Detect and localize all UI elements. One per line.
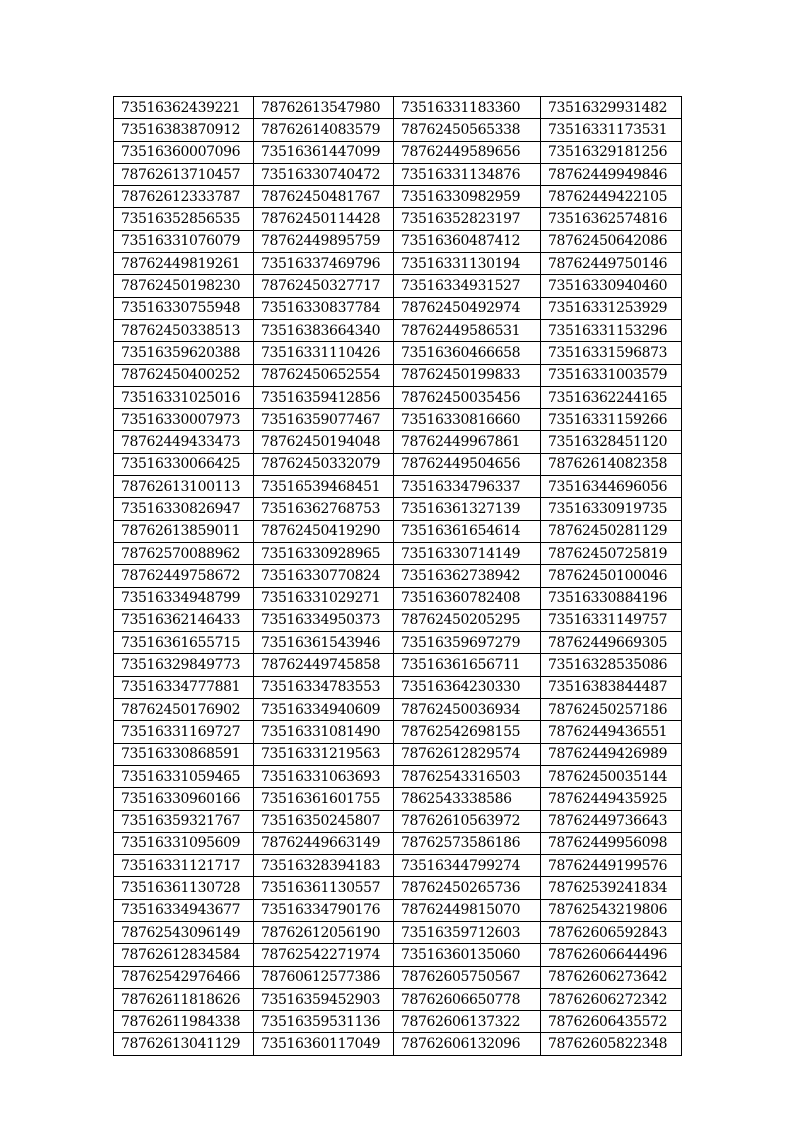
table-cell: 78762449199576 (541, 855, 682, 877)
table-cell: 73516330928965 (254, 542, 394, 564)
table-cell: 78762449967861 (394, 431, 541, 453)
table-cell: 73516359620388 (114, 342, 254, 364)
table-row (114, 632, 682, 654)
table-cell: 73516330837784 (254, 297, 394, 319)
table-cell: 78762449736643 (541, 810, 682, 832)
table-cell: 73516331025016 (114, 386, 254, 408)
table-cell: 73516383870912 (114, 119, 254, 141)
table-cell: 78762542271974 (254, 944, 394, 966)
table-cell: 78762450725819 (541, 542, 682, 564)
table-row (114, 364, 682, 386)
table-cell: 78762449669305 (541, 632, 682, 654)
table-cell: 78762449745858 (254, 654, 394, 676)
table-row (114, 520, 682, 542)
table-cell: 73516360782408 (394, 587, 541, 609)
table-row (114, 654, 682, 676)
table-row (114, 141, 682, 163)
table-cell: 78762606272342 (541, 988, 682, 1010)
table-cell: 73516362574816 (541, 208, 682, 230)
table-cell: 78762450114428 (254, 208, 394, 230)
table-cell: 78762612056190 (254, 921, 394, 943)
table-cell: 73516334777881 (114, 676, 254, 698)
table-row (114, 342, 682, 364)
table-cell: 73516352856535 (114, 208, 254, 230)
table-cell: 78762450327717 (254, 275, 394, 297)
table-cell: 73516331059465 (114, 765, 254, 787)
table-cell: 78762542698155 (394, 721, 541, 743)
table-cell: 73516334783553 (254, 676, 394, 698)
table-cell: 73516361655715 (114, 632, 254, 654)
table-row (114, 386, 682, 408)
table-cell: 78762449663149 (254, 832, 394, 854)
table-cell: 73516337469796 (254, 253, 394, 275)
table-cell: 73516334790176 (254, 899, 394, 921)
table-cell: 73516329181256 (541, 141, 682, 163)
table-cell: 78762613710457 (114, 163, 254, 185)
table-cell: 78762449589656 (394, 141, 541, 163)
table-cell: 73516359412856 (254, 386, 394, 408)
table-cell: 73516330714149 (394, 542, 541, 564)
table-cell: 73516331183360 (394, 97, 541, 119)
table-row (114, 877, 682, 899)
table-cell: 73516331130194 (394, 253, 541, 275)
table-cell: 78762450036934 (394, 699, 541, 721)
table-cell: 78762605750567 (394, 966, 541, 988)
table-cell: 73516330740472 (254, 163, 394, 185)
table-row (114, 921, 682, 943)
table-cell: 78762450035144 (541, 765, 682, 787)
table-cell: 73516362768753 (254, 498, 394, 520)
table-row (114, 97, 682, 119)
table-cell: 73516331121717 (114, 855, 254, 877)
table-cell: 73516362146433 (114, 609, 254, 631)
tracking-number-table (113, 96, 682, 1056)
table-row (114, 676, 682, 698)
table-cell: 73516364230330 (394, 676, 541, 698)
table-cell: 78762449819261 (114, 253, 254, 275)
table-row (114, 765, 682, 787)
table-cell: 73516331149757 (541, 609, 682, 631)
table-cell: 73516328535086 (541, 654, 682, 676)
table-cell: 73516330919735 (541, 498, 682, 520)
table-cell: 78762543096149 (114, 921, 254, 943)
table-cell: 78762612333787 (114, 186, 254, 208)
table-cell: 78762450652554 (254, 364, 394, 386)
table-cell: 78762449586531 (394, 319, 541, 341)
table-cell: 73516334940609 (254, 699, 394, 721)
table-cell: 73516331253929 (541, 297, 682, 319)
table-cell: 73516331219563 (254, 743, 394, 765)
table-cell: 73516330884196 (541, 587, 682, 609)
table-row (114, 810, 682, 832)
table-cell: 73516334796337 (394, 476, 541, 498)
table-row (114, 453, 682, 475)
table-row (114, 988, 682, 1010)
table-cell: 73516361601755 (254, 788, 394, 810)
table-cell: 78762450400252 (114, 364, 254, 386)
table-cell: 78762543219806 (541, 899, 682, 921)
table-cell: 73516344799274 (394, 855, 541, 877)
table-cell: 73516360135060 (394, 944, 541, 966)
table-row (114, 899, 682, 921)
table-cell: 73516361447099 (254, 141, 394, 163)
table-cell: 73516359697279 (394, 632, 541, 654)
table-cell: 78762614082358 (541, 453, 682, 475)
table-cell: 78762449758672 (114, 565, 254, 587)
table-cell: 73516359712603 (394, 921, 541, 943)
table-cell: 78762606132096 (394, 1033, 541, 1055)
table-row (114, 275, 682, 297)
table-cell: 73516360487412 (394, 230, 541, 252)
table-row (114, 409, 682, 431)
table-cell: 73516334948799 (114, 587, 254, 609)
table-cell: 73516330770824 (254, 565, 394, 587)
table-cell: 73516329931482 (541, 97, 682, 119)
table-cell: 78762610563972 (394, 810, 541, 832)
table-cell: 78762611984338 (114, 1011, 254, 1033)
table-cell: 73516361327139 (394, 498, 541, 520)
table-cell: 73516330755948 (114, 297, 254, 319)
table-cell: 78760612577386 (254, 966, 394, 988)
table-cell: 78762539241834 (541, 877, 682, 899)
table-cell: 73516331081490 (254, 721, 394, 743)
table-cell: 73516361654614 (394, 520, 541, 542)
table-cell: 73516359321767 (114, 810, 254, 832)
table-cell: 73516331153296 (541, 319, 682, 341)
table-cell: 73516361130557 (254, 877, 394, 899)
table-row (114, 119, 682, 141)
table-cell: 73516331134876 (394, 163, 541, 185)
table-cell: 73516331076079 (114, 230, 254, 252)
table-row (114, 1033, 682, 1055)
table-cell: 73516331095609 (114, 832, 254, 854)
table-cell: 78762449422105 (541, 186, 682, 208)
table-cell: 78762613859011 (114, 520, 254, 542)
table-row (114, 565, 682, 587)
table-cell: 73516328451120 (541, 431, 682, 453)
table-cell: 73516361543946 (254, 632, 394, 654)
table-cell: 78762612829574 (394, 743, 541, 765)
table-cell: 78762606644496 (541, 944, 682, 966)
table-row (114, 186, 682, 208)
table-cell: 78762450100046 (541, 565, 682, 587)
table-row (114, 297, 682, 319)
table-row (114, 855, 682, 877)
table-cell: 73516360007096 (114, 141, 254, 163)
table-cell: 78762449436551 (541, 721, 682, 743)
table-cell: 78762614083579 (254, 119, 394, 141)
table-row (114, 788, 682, 810)
table-cell: 78762605822348 (541, 1033, 682, 1055)
table-cell: 78762450492974 (394, 297, 541, 319)
table-cell: 78762606137322 (394, 1011, 541, 1033)
table-row (114, 230, 682, 252)
table-cell: 78762449949846 (541, 163, 682, 185)
table-row (114, 542, 682, 564)
table-cell: 78762449815070 (394, 899, 541, 921)
table-row (114, 431, 682, 453)
table-cell: 78762606273642 (541, 966, 682, 988)
table-cell: 78762570088962 (114, 542, 254, 564)
table-row (114, 163, 682, 185)
table-row (114, 1011, 682, 1033)
table-cell: 73516362439221 (114, 97, 254, 119)
table-cell: 78762613041129 (114, 1033, 254, 1055)
table-cell: 73516383664340 (254, 319, 394, 341)
table-cell: 7862543338586 (394, 788, 541, 810)
table-cell: 78762543316503 (394, 765, 541, 787)
table-cell: 78762449435925 (541, 788, 682, 810)
table-cell: 78762450281129 (541, 520, 682, 542)
table-row (114, 966, 682, 988)
table-cell: 73516331596873 (541, 342, 682, 364)
table-row (114, 699, 682, 721)
table-cell: 78762613100113 (114, 476, 254, 498)
table-cell: 73516539468451 (254, 476, 394, 498)
table-cell: 73516330066425 (114, 453, 254, 475)
table-cell: 73516352823197 (394, 208, 541, 230)
table-cell: 78762450257186 (541, 699, 682, 721)
table-cell: 78762606650778 (394, 988, 541, 1010)
table-cell: 73516330868591 (114, 743, 254, 765)
table-cell: 73516334950373 (254, 609, 394, 631)
table-cell: 73516344696056 (541, 476, 682, 498)
table-cell: 73516331169727 (114, 721, 254, 743)
table-cell: 73516359077467 (254, 409, 394, 431)
table-row (114, 498, 682, 520)
table-row (114, 208, 682, 230)
table-cell: 78762449956098 (541, 832, 682, 854)
table-cell: 78762449895759 (254, 230, 394, 252)
table-cell: 73516331173531 (541, 119, 682, 141)
table-row (114, 587, 682, 609)
table-cell: 73516350245807 (254, 810, 394, 832)
table-cell: 73516361130728 (114, 877, 254, 899)
table-cell: 78762450338513 (114, 319, 254, 341)
table-cell: 78762450332079 (254, 453, 394, 475)
table-cell: 78762612834584 (114, 944, 254, 966)
table-cell: 78762450199833 (394, 364, 541, 386)
table-cell: 78762450642086 (541, 230, 682, 252)
table-cell: 78762606435572 (541, 1011, 682, 1033)
table-cell: 73516330007973 (114, 409, 254, 431)
table-cell: 78762450194048 (254, 431, 394, 453)
table-cell: 73516334931527 (394, 275, 541, 297)
table-cell: 78762450481767 (254, 186, 394, 208)
table-cell: 78762450205295 (394, 609, 541, 631)
table-cell: 73516334943677 (114, 899, 254, 921)
table-cell: 78762450176902 (114, 699, 254, 721)
table-cell: 73516359531136 (254, 1011, 394, 1033)
table-cell: 73516362244165 (541, 386, 682, 408)
table-row (114, 476, 682, 498)
table-row (114, 721, 682, 743)
table-cell: 73516331110426 (254, 342, 394, 364)
table-row (114, 832, 682, 854)
table-cell: 78762449750146 (541, 253, 682, 275)
table-cell: 78762606592843 (541, 921, 682, 943)
table-cell: 73516360117049 (254, 1033, 394, 1055)
table-cell: 73516329849773 (114, 654, 254, 676)
table-cell: 73516330982959 (394, 186, 541, 208)
table-body (114, 97, 682, 1056)
table-cell: 78762542976466 (114, 966, 254, 988)
table-cell: 73516330816660 (394, 409, 541, 431)
table-cell: 73516360466658 (394, 342, 541, 364)
table-cell: 73516361656711 (394, 654, 541, 676)
table-cell: 78762613547980 (254, 97, 394, 119)
table-row (114, 609, 682, 631)
table-row (114, 944, 682, 966)
table-cell: 78762573586186 (394, 832, 541, 854)
table-cell: 78762449433473 (114, 431, 254, 453)
table-cell: 78762450419290 (254, 520, 394, 542)
table-cell: 78762450198230 (114, 275, 254, 297)
table-cell: 73516331063693 (254, 765, 394, 787)
table-cell: 78762611818626 (114, 988, 254, 1010)
table-cell: 73516330940460 (541, 275, 682, 297)
table-cell: 78762450035456 (394, 386, 541, 408)
table-cell: 73516331003579 (541, 364, 682, 386)
table-row (114, 319, 682, 341)
table-cell: 78762450565338 (394, 119, 541, 141)
table-cell: 73516330960166 (114, 788, 254, 810)
table-cell: 78762450265736 (394, 877, 541, 899)
table-cell: 73516383844487 (541, 676, 682, 698)
table-cell: 73516362738942 (394, 565, 541, 587)
table-cell: 73516328394183 (254, 855, 394, 877)
table-cell: 73516359452903 (254, 988, 394, 1010)
table-row (114, 253, 682, 275)
table-cell: 78762449426989 (541, 743, 682, 765)
table-row (114, 743, 682, 765)
table-cell: 73516331029271 (254, 587, 394, 609)
table-cell: 73516330826947 (114, 498, 254, 520)
table-cell: 78762449504656 (394, 453, 541, 475)
table-cell: 73516331159266 (541, 409, 682, 431)
